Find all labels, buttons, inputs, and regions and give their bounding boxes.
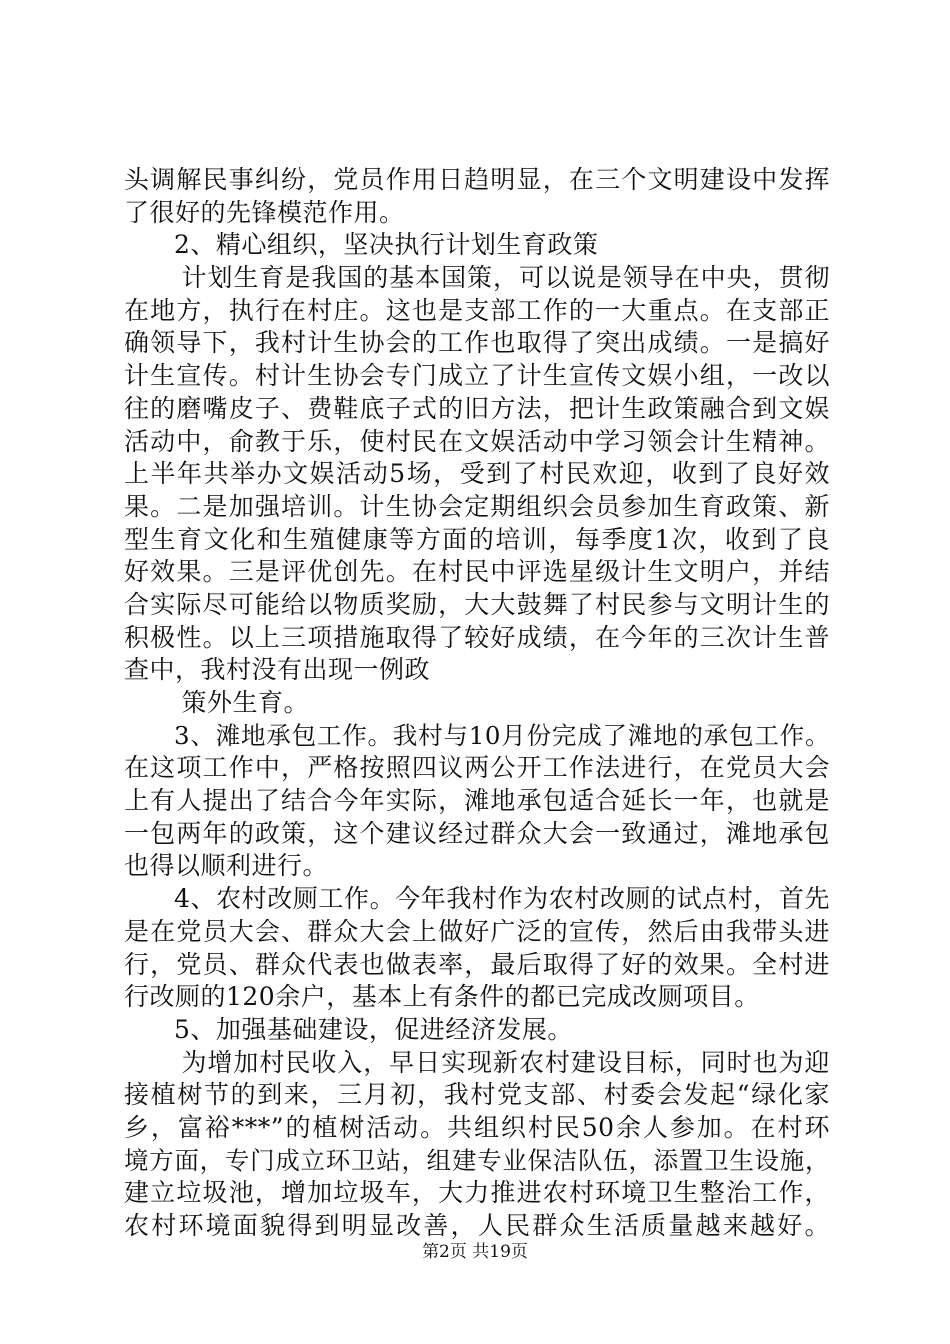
- text-line: 好效果。三是评优创先。在村民中评选星级计生文明户，并结: [124, 557, 830, 587]
- text-line: 农村环境面貌得到明显改善，人民群众生活质量越来越好。: [124, 1211, 830, 1240]
- text-line: 上半年共举办文娱活动5场，受到了村民欢迎，收到了良好效: [124, 459, 830, 489]
- text-line: 3、滩地承包工作。我村与10月份完成了滩地的承包工作。: [174, 720, 830, 750]
- text-line: 型生育文化和生殖健康等方面的培训，每季度1次，收到了良: [124, 524, 830, 554]
- text-line: 计划生育是我国的基本国策，可以说是领导在中央，贯彻: [181, 263, 830, 293]
- text-line: 是在党员大会、群众大会上做好广泛的宣传，然后由我带头进: [124, 916, 830, 946]
- text-line: 上有人提出了结合今年实际，滩地承包适合延长一年，也就是: [124, 786, 830, 816]
- text-line: 活动中，俞教于乐，使村民在文娱活动中学习领会计生精神。: [124, 426, 830, 456]
- text-line: 2、精心组织，坚决执行计划生育政策: [174, 230, 599, 260]
- text-line: 头调解民事纠纷，党员作用日趋明显，在三个文明建设中发挥: [124, 165, 830, 194]
- page-number: 第2页 共19页: [422, 1242, 528, 1262]
- text-line: 在这项工作中，严格按照四议两公开工作法进行，在党员大会: [124, 753, 830, 783]
- text-line: 接植树节的到来，三月初，我村党支部、村委会发起“绿化家: [124, 1080, 830, 1110]
- text-line: 了很好的先锋模范作用。: [124, 197, 405, 227]
- text-line: 策外生育。: [181, 688, 310, 717]
- text-line: 确领导下，我村计生协会的工作也取得了突出成绩。一是搞好: [124, 328, 830, 358]
- text-line: 往的磨嘴皮子、费鞋底子式的旧方法，把计生政策融合到文娱: [124, 393, 830, 423]
- text-line: 境方面，专门成立环卫站，组建专业保洁队伍，添置卫生设施，: [124, 1145, 830, 1175]
- text-line: 为增加村民收入，早日实现新农村建设目标，同时也为迎: [181, 1047, 830, 1077]
- text-line: 行改厕的120余户，基本上有条件的都已完成改厕项目。: [124, 982, 760, 1012]
- text-line: 一包两年的政策，这个建议经过群众大会一致通过，滩地承包: [124, 818, 830, 848]
- text-line: 计生宣传。村计生协会专门成立了计生宣传文娱小组，一改以: [124, 361, 830, 391]
- text-line: 行，党员、群众代表也做表率，最后取得了好的效果。全村进: [124, 949, 830, 979]
- document-body: [124, 164, 830, 1243]
- text-line: 合实际尽可能给以物质奖励，大大鼓舞了村民参与文明计生的: [124, 589, 830, 619]
- page-footer: [0, 1241, 950, 1263]
- text-line: 果。二是加强培训。计生协会定期组织会员参加生育政策、新: [124, 491, 830, 521]
- text-line: 在地方，执行在村庄。这也是支部工作的一大重点。在支部正: [124, 295, 830, 325]
- text-line: 乡，富裕***”的植树活动。共组织村民50余人参加。在村环: [124, 1112, 830, 1142]
- text-line: 也得以顺利进行。: [124, 851, 329, 881]
- text-line: 4、农村改厕工作。今年我村作为农村改厕的试点村，首先: [174, 884, 830, 914]
- text-line: 查中，我村没有出现一例政: [124, 655, 431, 685]
- text-line: 建立垃圾池，增加垃圾车，大力推进农村环境卫生整治工作，: [124, 1178, 830, 1208]
- text-line: 积极性。以上三项措施取得了较好成绩，在今年的三次计生普: [124, 622, 830, 652]
- text-line: 5、加强基础建设，促进经济发展。: [174, 1014, 573, 1044]
